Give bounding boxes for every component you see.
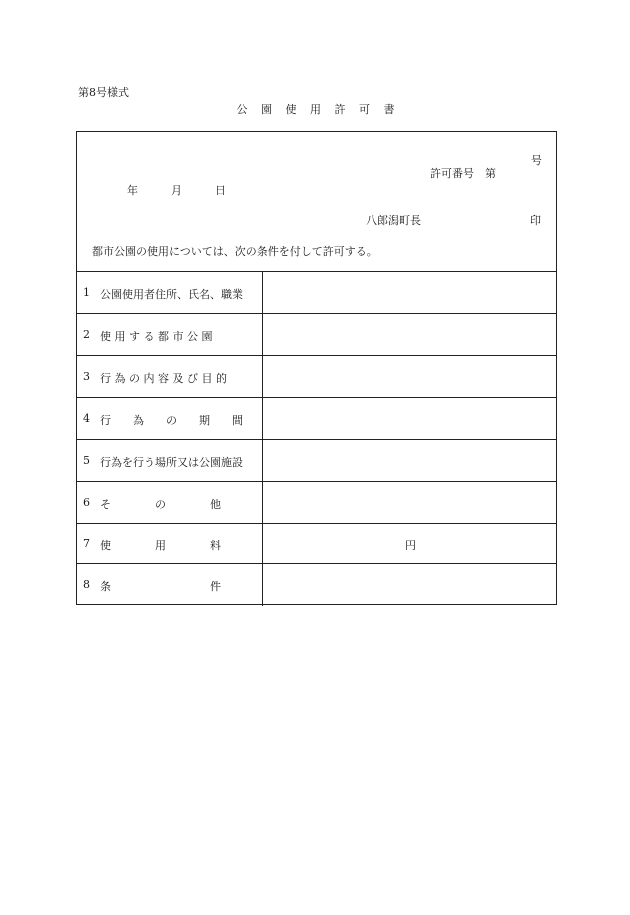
row-label: 行 為 の 内 容 及 び 目 的 <box>100 372 227 385</box>
row-number: 4 <box>83 412 90 425</box>
row-value-cell[interactable] <box>263 564 556 606</box>
table-row <box>77 564 556 606</box>
row-label: 行 為 の 期 間 <box>100 414 243 427</box>
table-row <box>77 398 556 440</box>
row-value-cell[interactable] <box>263 314 556 355</box>
row-number: 6 <box>83 496 90 509</box>
row-value-cell[interactable] <box>263 272 556 313</box>
row-label-cell <box>77 524 263 563</box>
row-number: 1 <box>83 286 90 299</box>
row-label-cell <box>77 272 263 313</box>
row-label: 公園使用者住所、氏名、職業 <box>100 288 243 301</box>
table-row <box>77 440 556 482</box>
row-label-cell <box>77 356 263 397</box>
permit-number-label: 許可番号 第 <box>429 167 496 180</box>
row-number: 7 <box>83 537 90 550</box>
row-value-cell[interactable] <box>263 482 556 523</box>
row-label-cell <box>77 398 263 439</box>
row-label-cell <box>77 564 263 606</box>
table-row <box>77 314 556 356</box>
permit-form-table <box>76 131 557 605</box>
permit-number-line <box>409 152 542 207</box>
row-label: 行為を行う場所又は公園施設 <box>100 456 243 469</box>
permit-items <box>77 272 556 606</box>
row-label: 使 用 す る 都 市 公 園 <box>100 330 213 343</box>
row-value-cell[interactable] <box>263 356 556 397</box>
seal-mark: 印 <box>530 214 541 227</box>
row-number: 3 <box>83 370 90 383</box>
row-label-cell <box>77 440 263 481</box>
issuer-title: 八郎潟町長 <box>366 214 421 227</box>
document-title: 公 園 使 用 許 可 書 <box>236 103 400 116</box>
permit-header-section <box>77 132 556 272</box>
row-number: 8 <box>83 578 90 591</box>
row-label-cell <box>77 482 263 523</box>
row-number: 5 <box>83 454 90 467</box>
row-label: 条 件 <box>100 580 221 593</box>
table-row <box>77 356 556 398</box>
row-value-cell[interactable] <box>263 524 556 563</box>
table-row <box>77 482 556 524</box>
row-label: 使 用 料 <box>100 539 221 552</box>
fee-yen-unit: 円 <box>405 539 416 552</box>
table-row <box>77 272 556 314</box>
row-value-cell[interactable] <box>263 398 556 439</box>
row-label-cell <box>77 314 263 355</box>
row-number: 2 <box>83 328 90 341</box>
permit-number-suffix: 号 <box>531 154 542 167</box>
form-number: 第8号様式 <box>78 86 129 99</box>
row-value-cell[interactable] <box>263 440 556 481</box>
issue-date-line: 年 月 日 <box>127 184 226 197</box>
permit-statement: 都市公園の使用については、次の条件を付して許可する。 <box>92 245 378 258</box>
table-row <box>77 524 556 564</box>
row-label: そ の 他 <box>100 498 221 511</box>
